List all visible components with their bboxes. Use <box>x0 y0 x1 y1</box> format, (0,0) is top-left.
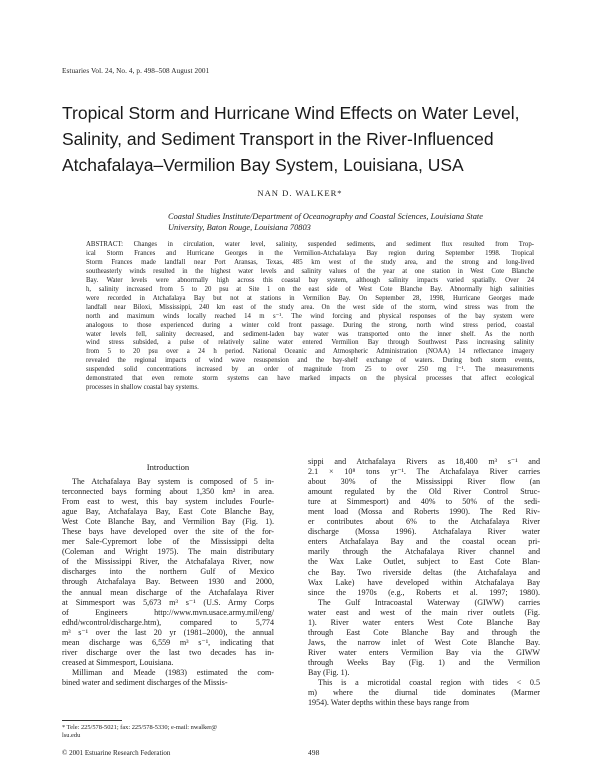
body-text-line: the annual mean discharge of the Atchafalaya River <box>62 587 274 597</box>
body-text-line: che Bay. Two riverside deltas (the Atchafalaya and <box>308 567 540 577</box>
body-text-line: bined water and sediment discharges of the Missis- <box>62 677 228 687</box>
body-text-line: enters Atchafalaya Bay and the coastal ocean pri- <box>308 537 540 547</box>
footnote-line: lsu.edu <box>62 732 81 739</box>
body-text-line: Jaws, the narrow inlet of West Cote Blanche Bay. <box>308 637 540 647</box>
abstract <box>86 241 534 393</box>
abstract-line: ABSTRACT: Changes in circulation, water level, salinity, suspended sediments, and sediment flux resulted from Trop- <box>86 241 534 248</box>
body-text-line: These bays have developed over the site of the for- <box>62 527 274 537</box>
body-column-left <box>62 477 274 688</box>
body-text-line: (Coleman and Wright 1975). The main distributary <box>62 547 274 557</box>
body-text-line: 1). River water enters West Cote Blanche Bay <box>308 617 540 627</box>
affiliation-line: University, Baton Rouge, Louisiana 70803 <box>168 223 311 232</box>
page-number: 498 <box>308 748 320 757</box>
abstract-line: Bay. Water levels were abnormally high across this coastal bay system, although salinity impacts varied spatially. Over 24 <box>86 276 534 284</box>
body-text-line: about 30% of the Mississippi River flow (an <box>308 477 540 487</box>
body-text-line: er contributes about 6% to the Atchafalaya River <box>308 517 540 527</box>
abstract-line: processes in shallow coastal bay systems. <box>86 384 199 392</box>
author-footnote <box>62 724 282 740</box>
body-text-line: From east to west, this bay system includes Fourle- <box>62 497 274 507</box>
body-text-line: The Atchafalaya Bay system is composed of 5 in- <box>72 477 274 486</box>
author-affiliation <box>168 211 483 233</box>
body-text-line: m) where the diurnal tide dominates (Marmer <box>308 688 540 698</box>
body-text-line: mer Sale-Cypremort lobe of the Mississippi delta <box>62 537 274 547</box>
abstract-line: demonstrated that even remote storm systems can have marked impacts on the physical processes that affect ecological <box>86 375 534 383</box>
footnote-rule <box>62 720 122 721</box>
copyright-notice: © 2001 Estuarine Research Federation <box>62 749 171 757</box>
body-text-line: sippi and Atchafalaya Rivers as 18,400 m³ s⁻¹ and <box>308 457 540 466</box>
body-text-line: mean discharge was 6,559 m³ s⁻¹, indicating that <box>62 637 274 647</box>
abstract-line: landfall near Biloxi, Mississippi, 240 km east of the study area. On the west side of the storm, wind stress was from the <box>86 303 534 311</box>
body-text-line: through Atchafalaya Bay. Between 1930 and 2000, <box>62 577 274 587</box>
body-text-line: discharges into the northern Gulf of Mexico <box>62 567 274 577</box>
body-text-line: terconnected bays forming about 1,350 km² in area. <box>62 487 274 497</box>
body-text-line: edhd/wcontrol/discharge.htm), compared to 5,774 <box>62 617 274 627</box>
abstract-line: analogous to those experienced during a winter cold front passage. During the strong, north wind stress period, coastal <box>86 321 534 329</box>
abstract-line: ical Storm Frances and Hurricane Georges in the Vermilion-Atchafalaya Bay region during September 1998. Tropical <box>86 249 534 257</box>
abstract-line: Storm Frances made landfall near Port Aransas, Texas, 485 km west of the study area, and the strong and long-lived <box>86 258 534 266</box>
abstract-line: north and maximum winds locally reached 14 m s⁻¹. The wind forcing and physical responses of the bay system were <box>86 312 534 320</box>
body-text-line: at Simmesport was 5,673 m³ s⁻¹ (U.S. Army Corps <box>62 597 274 607</box>
article-title <box>62 100 532 178</box>
author-name: NAN D. WALKER* <box>257 188 343 198</box>
abstract-line: wind stress subsided, a pulse of relatively saline water entered Vermilion Bay through Southwest Pass increasing salinity <box>86 339 534 347</box>
body-text-line: marily through the Atchafalaya River channel and <box>308 547 540 557</box>
body-text-line: discharge (Mossa 1996). Atchafalaya River water <box>308 527 540 537</box>
body-text-line: creased at Simmesport, Louisiana. <box>62 657 174 667</box>
abstract-line: from 5 to 20 psu over a 24 h period. National Oceanic and Atmospheric Administration (NOAA) 14 reflectance imagery <box>86 348 534 356</box>
body-text-line: River water enters Vermilion Bay via the GIWW <box>308 647 540 657</box>
body-text-line: since the 1970s (e.g., Roberts et al. 1997; 1980). <box>308 587 540 597</box>
body-text-line: ague Bay, Atchafalaya Bay, East Cote Blanche Bay, <box>62 507 274 517</box>
abstract-line: revealed the regional impacts of wind wave resuspension and the bay-shelf exchange of waters. During both storm events, <box>86 357 534 365</box>
body-text-line: West Cote Blanche Bay, and Vermilion Bay (Fig. 1). <box>62 517 274 527</box>
body-text-line: Bay (Fig. 1). <box>308 667 350 677</box>
section-heading-introduction: Introduction <box>146 462 190 472</box>
abstract-line: were recorded in Atchafalaya Bay but not at stations in Vermilion Bay. On September 28, 1998, Hurricane Georges made <box>86 294 534 302</box>
body-text-line: ment load (Mossa and Roberts 1990). The Red Riv- <box>308 507 540 517</box>
body-text-line: water east and west of the main river outlets (Fig. <box>308 607 540 617</box>
body-column-right <box>308 457 540 708</box>
abstract-line: suspended solid concentrations increased by an order of magnitude from 25 to over 250 mg l⁻¹. The measurements <box>86 366 534 374</box>
body-text-line: of Engineers http://www.mvn.usace.army.mil/eng/ <box>62 607 274 617</box>
body-text-line: amount regulated by the Old River Control Struc- <box>308 487 540 497</box>
body-text-line: m³ s⁻¹ over the last 20 yr (1981–2000), the annual <box>62 627 274 637</box>
body-text-line: This is a microtidal coastal region with tides < 0.5 <box>318 678 540 688</box>
title-line: Tropical Storm and Hurricane Wind Effects on Water Level, <box>62 103 520 123</box>
affiliation-line: Coastal Studies Institute/Department of Oceanography and Coastal Sciences, Louisiana State <box>168 212 483 221</box>
title-line: Salinity, and Sediment Transport in the River-Influenced <box>62 129 494 149</box>
body-text-line: the Wax Lake Outlet, subject to East Cote Blan- <box>308 557 540 567</box>
running-head: Estuaries Vol. 24, No. 4, p. 498–508 August 2001 <box>62 67 210 75</box>
body-text-line: Wax Lake) have developed within Atchafalaya Bay <box>308 577 540 587</box>
title-line: Atchafalaya–Vermilion Bay System, Louisiana, USA <box>62 155 464 175</box>
body-text-line: through East Cote Blanche Bay and through the <box>308 627 540 637</box>
body-text-line: ture at Simmesport) and 40% to 50% of the sedi- <box>308 497 540 507</box>
body-text-line: 2.1 × 10⁸ tons yr⁻¹. The Atchafalaya River carries <box>308 467 540 477</box>
body-text-line: through Weeks Bay (Fig. 1) and the Vermilion <box>308 657 540 667</box>
footnote-line: * Tele: 225/578-5021; fax: 225/578-5330; e-mail: nwalker@ <box>62 724 218 731</box>
body-text-line: river discharge over the last two decades has in- <box>62 647 274 657</box>
abstract-line: water levels fell, salinity decreased, and sediment-laden bay water was transported onto the inner shelf. As the north <box>86 330 534 338</box>
abstract-line: h, salinity increased from 5 to 20 psu at Site 1 on the east side of West Cote Blanche Bay. Abnormally high salinities <box>86 285 534 293</box>
body-text-line: of the Mississippi River, the Atchafalaya River, now <box>62 557 274 567</box>
body-text-line: 1954). Water depths within these bays range from <box>308 698 470 708</box>
body-text-line: The Gulf Intracoastal Waterway (GIWW) carries <box>318 597 540 607</box>
abstract-line: southeasterly winds resulted in the highest water levels and salinity values of the year at one station in West Cote Blanche <box>86 267 534 275</box>
body-text-line: Milliman and Meade (1983) estimated the com- <box>72 667 274 677</box>
